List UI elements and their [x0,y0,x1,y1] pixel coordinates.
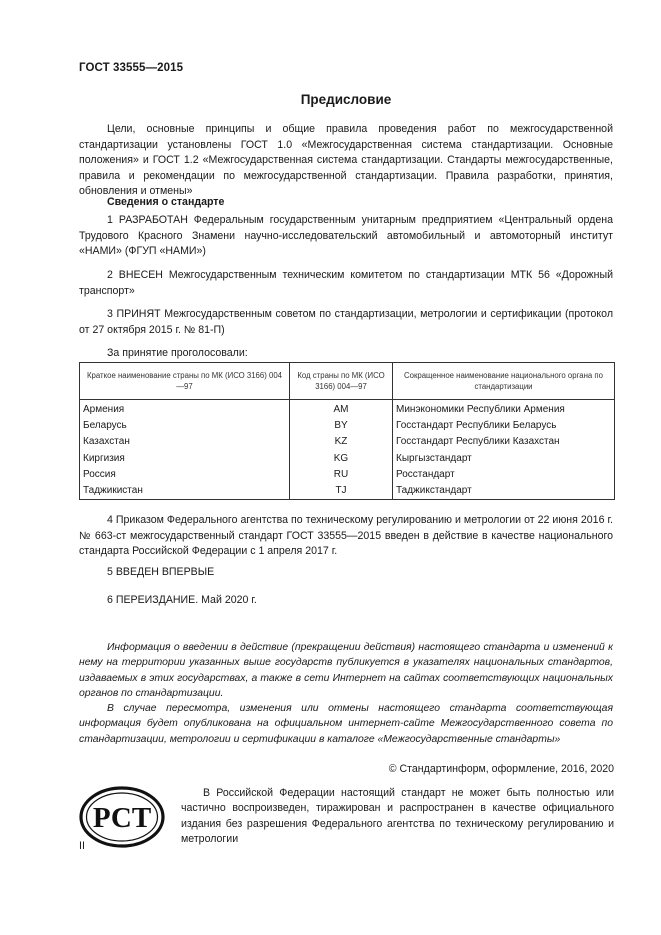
country-code: BY [290,418,393,434]
preface-title: Предисловие [300,92,392,107]
voted-label: За принятие проголосовали: [107,347,248,359]
country-name: Армения [80,400,290,419]
document-code: ГОСТ 33555—2015 [79,62,184,74]
page-number: II [79,840,85,852]
rst-logo-text: РСТ [92,802,152,834]
table-row [80,451,615,467]
table-row [80,434,615,450]
country-code: RU [290,467,393,483]
item-adopted: 3 ПРИНЯТ Межгосударственным советом по стандартизации, метрологии и сертификации (протокол от 27 октября 2015 г. № 81-П) [79,308,613,336]
item-enacted: 4 Приказом Федерального агентства по техническому регулированию и метрологии от 22 июня 2016 г. № 663-ст межгосударственный стандарт ГОСТ 33555—2015 введен в действие в качестве национального стандарта Российской Федерации с 1 апреля 2017 г. [79,514,613,558]
standards-body: Госстандарт Республики Беларусь [393,418,615,434]
country-name: Беларусь [80,418,290,434]
country-code: KG [290,451,393,467]
standards-body: Кыргызстандарт [393,451,615,467]
standards-body: Росстандарт [393,467,615,483]
country-code: TJ [290,483,393,500]
country-code: KZ [290,434,393,450]
item-reissue: 6 ПЕРЕИЗДАНИЕ. Май 2020 г. [107,594,257,606]
votes-table-header [80,363,615,400]
preface-intro: Цели, основные принципы и общие правила проведения работ по межгосударственной стандартизации установлены ГОСТ 1.0 «Межгосударственная система стандартизации. Основные положения» и ГОСТ 1.2 «Межгосударственная система стандартизации. Стандарты межгосударственные, правила и рекомендации по межгосударственной стандартизации. Правила разработки, принятия, обновления и отмены» [79,123,613,198]
rf-reproduction-notice: В Российской Федерации настоящий стандарт не может быть полностью или частично воспроизведен, тиражирован и распространен в качестве официального издания без разрешения Федерального агентства по техническому регулированию и метрологии [181,787,614,846]
header-standards-body: Сокращенное наименование национального органа по стандартизации [393,363,615,400]
votes-table [79,362,615,500]
header-country-name: Краткое наименование страны по МК (ИСО 3166) 004—97 [80,363,290,400]
country-name: Киргизия [80,451,290,467]
copyright: © Стандартинформ, оформление, 2016, 2020 [388,763,614,775]
standards-body: Таджикстандарт [393,483,615,500]
country-name: Россия [80,467,290,483]
table-row [80,400,615,419]
standards-body: Минэкономики Республики Армения [393,400,615,419]
item-first-introduced: 5 ВВЕДЕН ВПЕРВЫЕ [107,566,215,578]
rst-logo [79,786,165,848]
item-submitted: 2 ВНЕСЕН Межгосударственным техническим комитетом по стандартизации МТК 56 «Дорожный транспорт» [79,269,613,297]
standards-body: Госстандарт Республики Казахстан [393,434,615,450]
item-developed: 1 РАЗРАБОТАН Федеральным государственным унитарным предприятием «Центральный ордена Трудового Красного Знамени научно-исследовательский автомобильный и автомоторный институт «НАМИ» (ФГУП «НАМИ») [79,214,613,258]
notice-publication: Информация о введении в действие (прекращении действия) настоящего стандарта и изменений к нему на территории указанных выше государств публикуется в указателях национальных стандартов, издаваемых в этих государствах, а также в сети Интернет на сайтах соответствующих национальных органов по стандартизации. [79,642,613,700]
standard-info-heading: Сведения о стандарте [107,196,225,208]
country-code: AM [290,400,393,419]
table-row [80,467,615,483]
header-country-code: Код страны по МК (ИСО 3166) 004—97 [290,363,393,400]
table-row [80,418,615,434]
country-name: Казахстан [80,434,290,450]
notice-revision: В случае пересмотра, изменения или отмены настоящего стандарта соответствующая информация будет опубликована на официальном интернет-сайте Межгосударственного совета по стандартизации, метрологии и сертификации в каталоге «Межгосударственные стандарты» [79,703,613,745]
table-row [80,483,615,500]
country-name: Таджикистан [80,483,290,500]
